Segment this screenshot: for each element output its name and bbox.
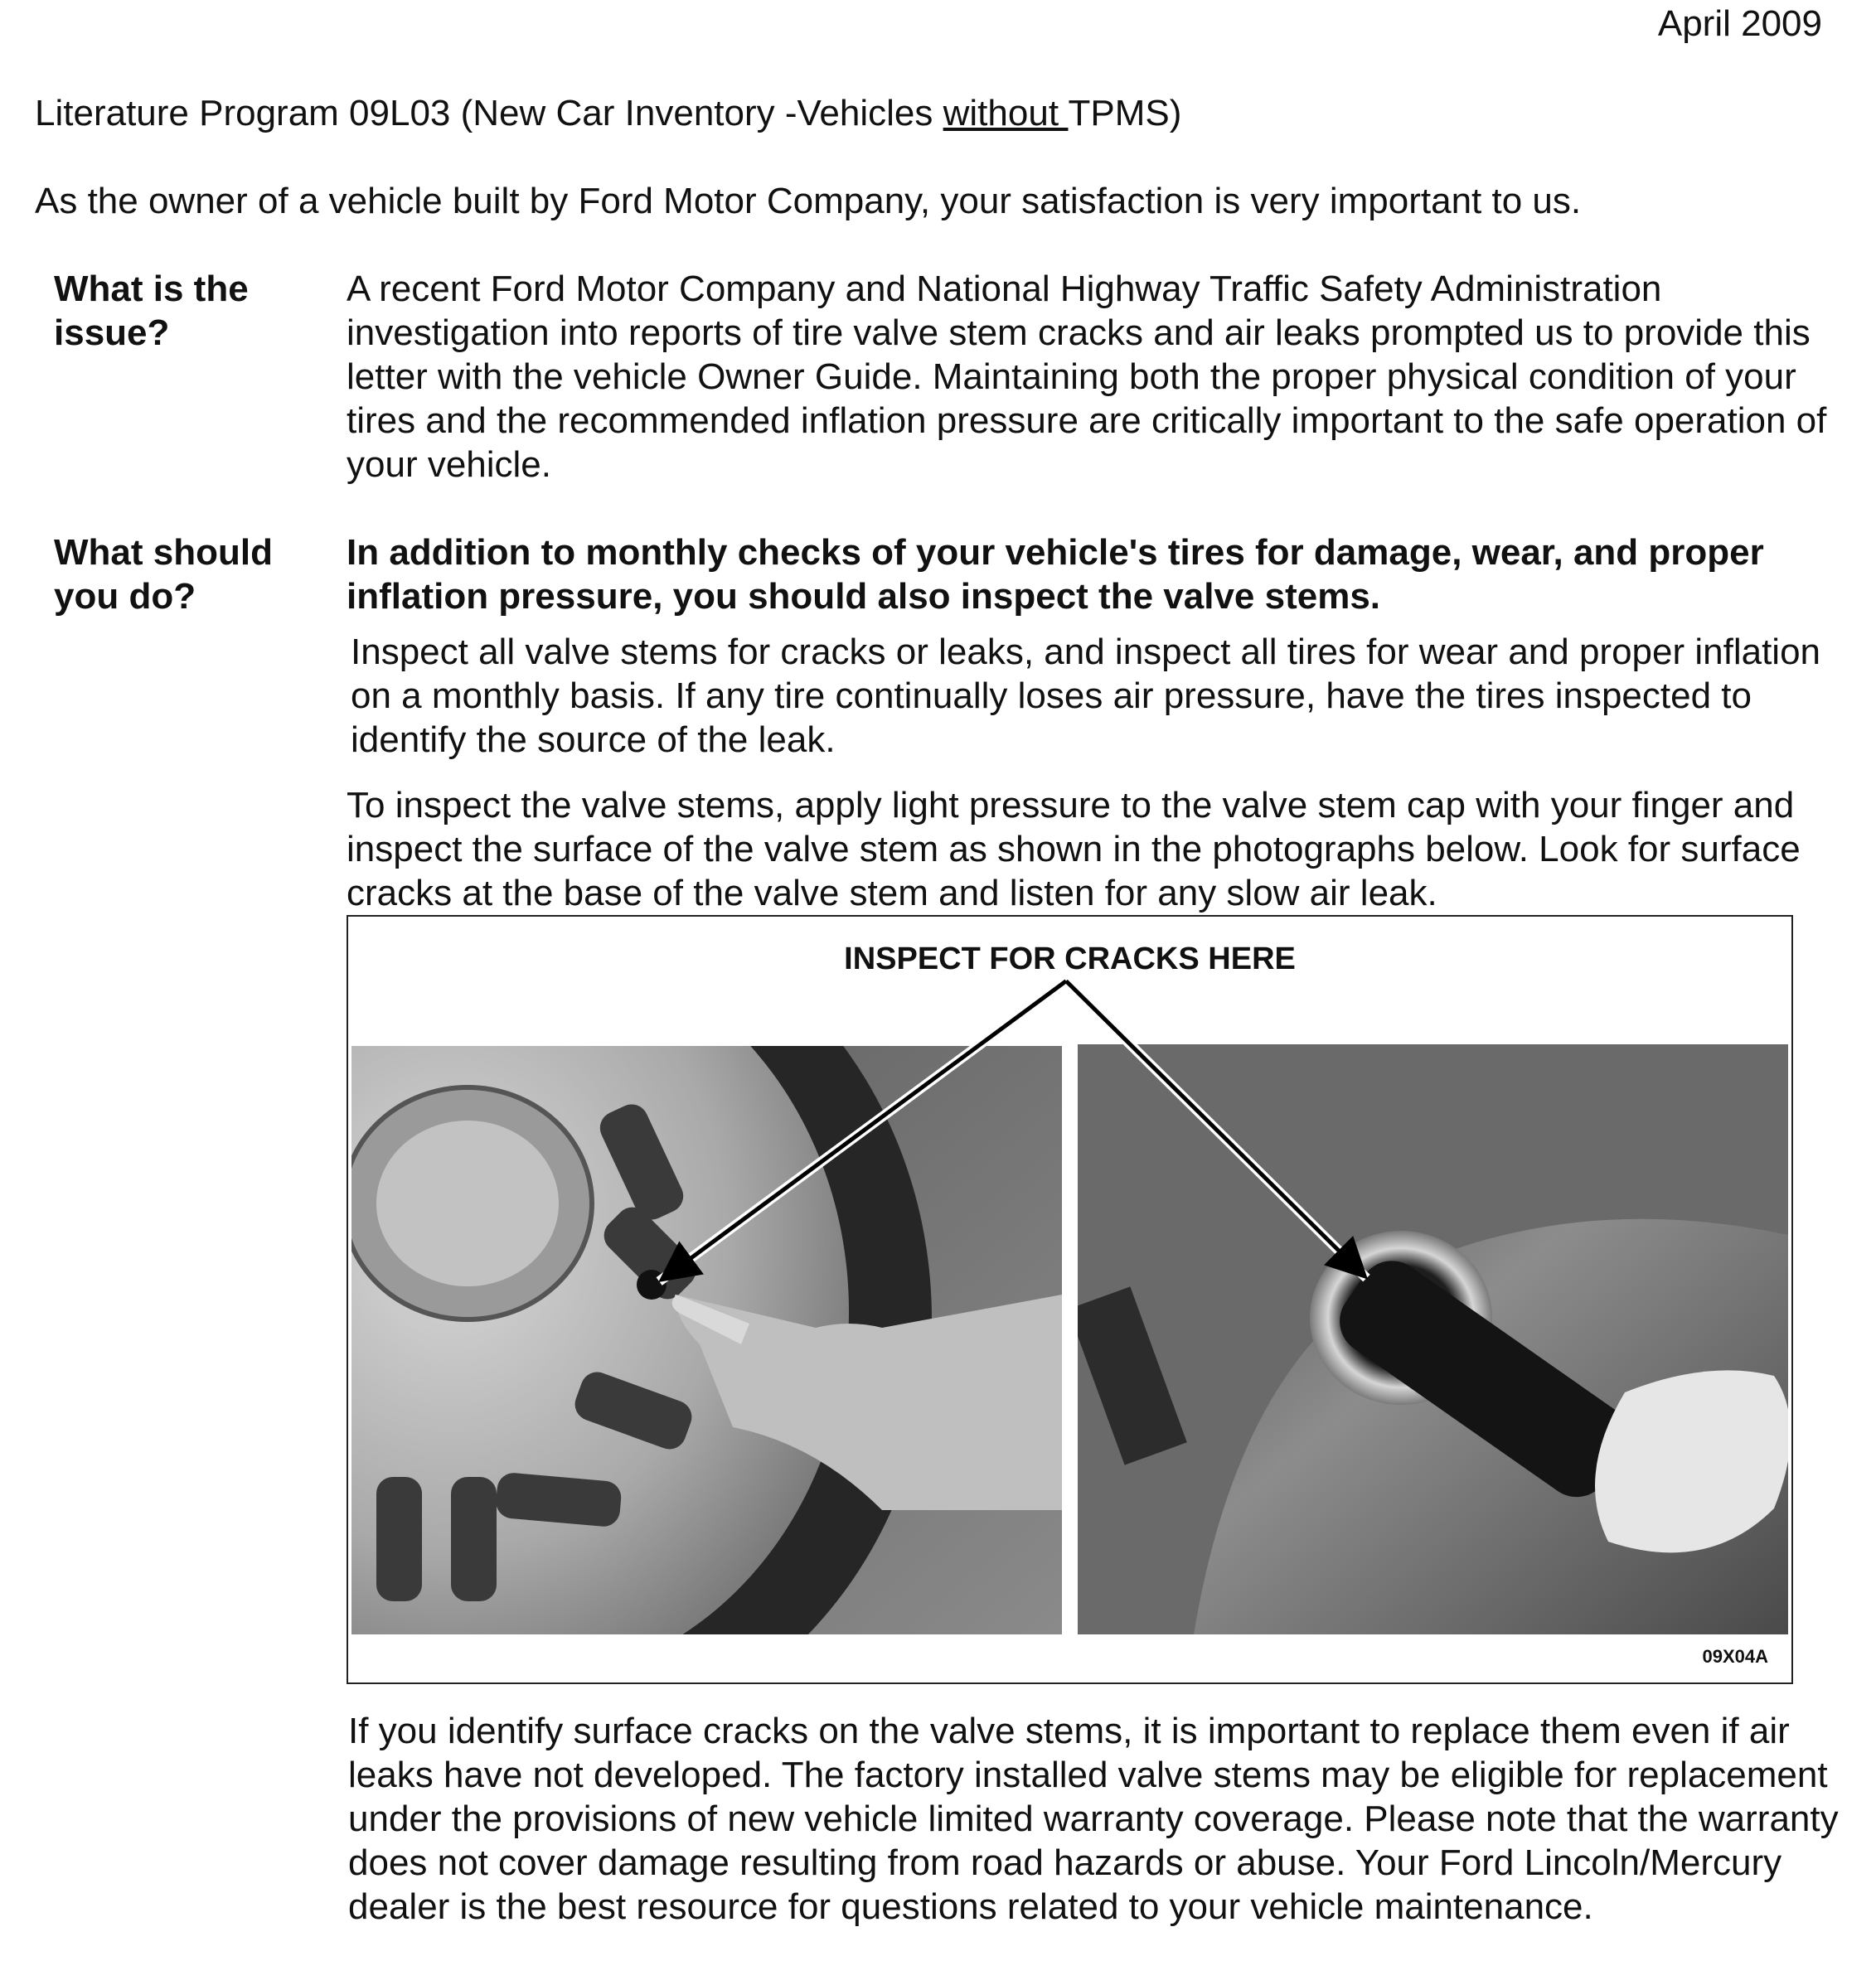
- inspect-stem-paragraph: To inspect the valve stems, apply light pressure to the valve stem cap with your finger and inspect the surface of the valve stem as shown in the photographs below. Look for surface cracks at the base of the valve stem and listen for any slow air leak.: [347, 785, 1801, 913]
- valve-stem-figure: [347, 915, 1793, 1684]
- inspect-monthly-paragraph: Inspect all valve stems for cracks or leaks, and inspect all tires for wear and proper inflation on a monthly basis. If any tire continually loses air pressure, have the tires inspected to identify the source of the leak.: [351, 632, 1821, 760]
- intro-paragraph: As the owner of a vehicle built by Ford Motor Company, your satisfaction is very important to us.: [35, 181, 1582, 221]
- program-title-suffix: TPMS): [1068, 93, 1182, 133]
- valve-stem-closeup-photo: [1078, 1044, 1788, 1634]
- issue-label: What is the issue?: [54, 269, 249, 353]
- valve-stem-closeup-illustration: [1078, 1044, 1788, 1634]
- wheel-photo: [351, 1046, 1062, 1634]
- issue-paragraph: A recent Ford Motor Company and National Highway Traffic Safety Administration investigation into reports of tire valve stem cracks and air leaks prompted us to provide this letter with the vehicle Owner Guide. Maintaining both the proper physical condition of your tires and the recommended inflation pressure are critically important to the safe operation of your vehicle.: [347, 269, 1827, 485]
- wheel-photo-illustration: [351, 1046, 1062, 1634]
- action-bold-paragraph: In addition to monthly checks of your vehicle's tires for damage, wear, and proper inflation pressure, you should also inspect the valve stems.: [347, 532, 1764, 617]
- figure-title: INSPECT FOR CRACKS HERE: [844, 942, 1296, 976]
- program-title-underlined: without: [943, 93, 1069, 133]
- program-title: [35, 91, 1181, 135]
- action-label: What should you do?: [54, 532, 273, 617]
- replacement-warranty-paragraph: If you identify surface cracks on the valve stems, it is important to replace them even if air leaks have not developed. The factory installed valve stems may be eligible for replacement under the provisions of new vehicle limited warranty coverage. Please note that the warranty does not cover damage resulting from road hazards or abuse. Your Ford Lincoln/Mercury dealer is the best resource for questions related to your vehicle maintenance.: [348, 1711, 1839, 1927]
- letter-date: April 2009: [1657, 3, 1822, 44]
- program-title-prefix: Literature Program 09L03 (New Car Inventory -Vehicles: [35, 93, 943, 133]
- figure-code: 09X04A: [1702, 1646, 1768, 1667]
